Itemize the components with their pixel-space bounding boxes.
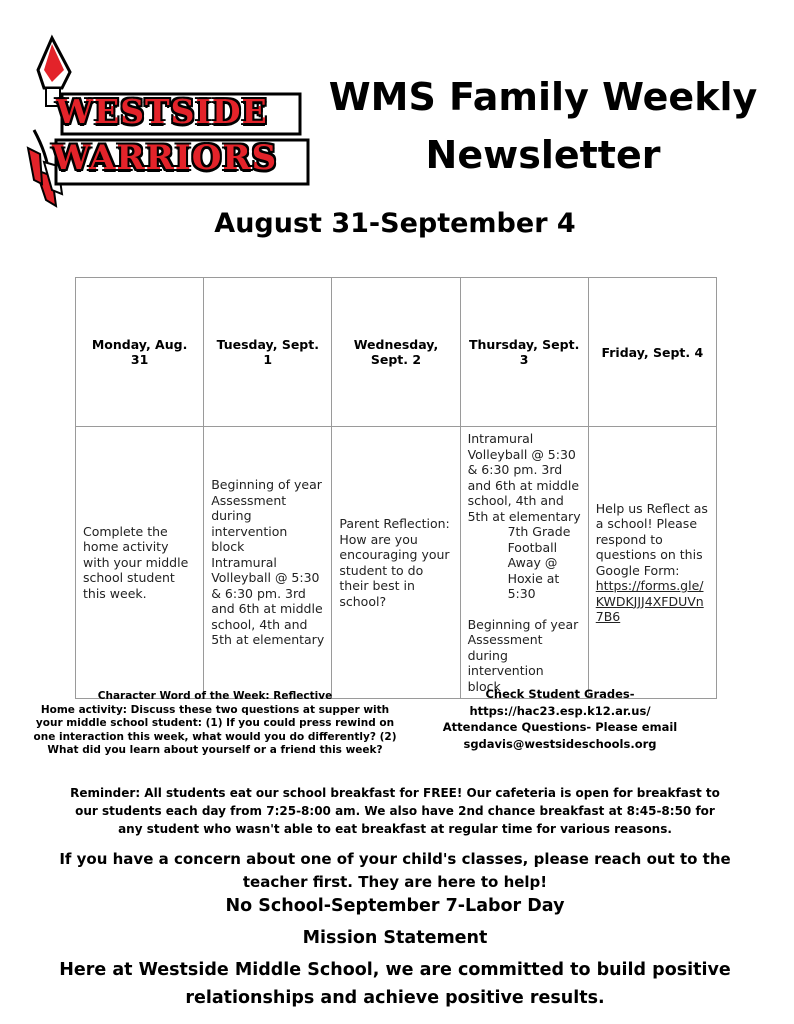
thursday-volleyball-text: Intramural Volleyball @ 5:30 & 6:30 pm. 3rd and 6th at middle school, 4th and 5th at elementary [467, 431, 581, 524]
google-form-link[interactable]: https://forms.gle/KWDKJJJ4XFDUVn7B6 [595, 578, 704, 624]
character-word-section [30, 690, 400, 758]
friday-cell [588, 427, 716, 699]
attendance-label: Attendance Questions- Please email [442, 720, 678, 734]
logo-text-warriors: WARRIORS [52, 138, 278, 178]
title-line-2: Newsletter [425, 133, 661, 177]
mission-statement-text: Here at Westside Middle School, we are committed to build positive relationships and achieve positive results. [59, 960, 731, 1008]
newsletter-title [318, 68, 768, 184]
day-header-thursday: Thursday, Sept. 3 [460, 278, 588, 427]
weekly-schedule-table [75, 277, 717, 699]
monday-text: Complete the home activity with your middle school student this week. [83, 523, 189, 601]
week-dates: August 31-September 4 [214, 208, 576, 239]
grades-link[interactable]: https://hac23.esp.k12.ar.us/ [469, 703, 651, 718]
table-row [76, 427, 717, 699]
logo-text-westside: WESTSIDE [56, 92, 268, 131]
mission-statement-heading: Mission Statement [302, 928, 488, 948]
grades-attendance-section [440, 686, 680, 752]
wednesday-cell [332, 427, 460, 699]
westside-warriors-logo [22, 30, 312, 210]
day-header-wednesday: Wednesday, Sept. 2 [332, 278, 460, 427]
table-header-row [76, 278, 717, 427]
home-activity-text: Home activity: Discuss these two questions at supper with your middle school student: (1) If you could press rewind on one interaction this week, what would you do differently? (2) What did you learn about yourself or a friend this week? [33, 703, 397, 756]
attendance-email-link[interactable]: sgdavis@westsideschools.org [463, 736, 657, 751]
grades-label: Check Student Grades- [485, 687, 635, 701]
monday-cell [76, 427, 204, 699]
day-header-tuesday: Tuesday, Sept. 1 [204, 278, 332, 427]
thursday-cell [460, 427, 588, 699]
tuesday-cell [204, 427, 332, 699]
tuesday-volleyball-text: Intramural Volleyball @ 5:30 & 6:30 pm. 3rd and 6th at middle school, 4th and 5th at elementary [211, 554, 325, 648]
day-header-friday: Friday, Sept. 4 [588, 278, 716, 427]
character-word-title: Character Word of the Week: Reflective [97, 690, 333, 702]
title-line-1: WMS Family Weekly [328, 75, 758, 119]
tuesday-assessment-text: Beginning of year Assessment during intervention block [211, 477, 322, 555]
concern-notice: If you have a concern about one of your child's classes, please reach out to the teacher first. They are here to help! [59, 850, 731, 891]
thursday-football-text: 7th Grade Football Away @ Hoxie at 5:30 [507, 524, 571, 601]
friday-text: Help us Reflect as a school! Please respond to questions on this Google Form: [595, 500, 708, 578]
spacer [468, 602, 581, 617]
breakfast-reminder: Reminder: All students eat our school breakfast for FREE! Our cafeteria is open for breakfast to our students each day from 7:25-8:00 am. We also have 2nd chance breakfast at 8:45-8:50 for any student who wasn't able to eat breakfast at regular time for various reasons. [70, 786, 720, 836]
day-header-monday: Monday, Aug. 31 [76, 278, 204, 427]
wednesday-text: Parent Reflection: How are you encouraging your student to do their best in school? [339, 516, 450, 609]
no-school-notice: No School-September 7-Labor Day [225, 896, 565, 916]
thursday-assessment-text: Beginning of year Assessment during intervention block [467, 616, 579, 694]
